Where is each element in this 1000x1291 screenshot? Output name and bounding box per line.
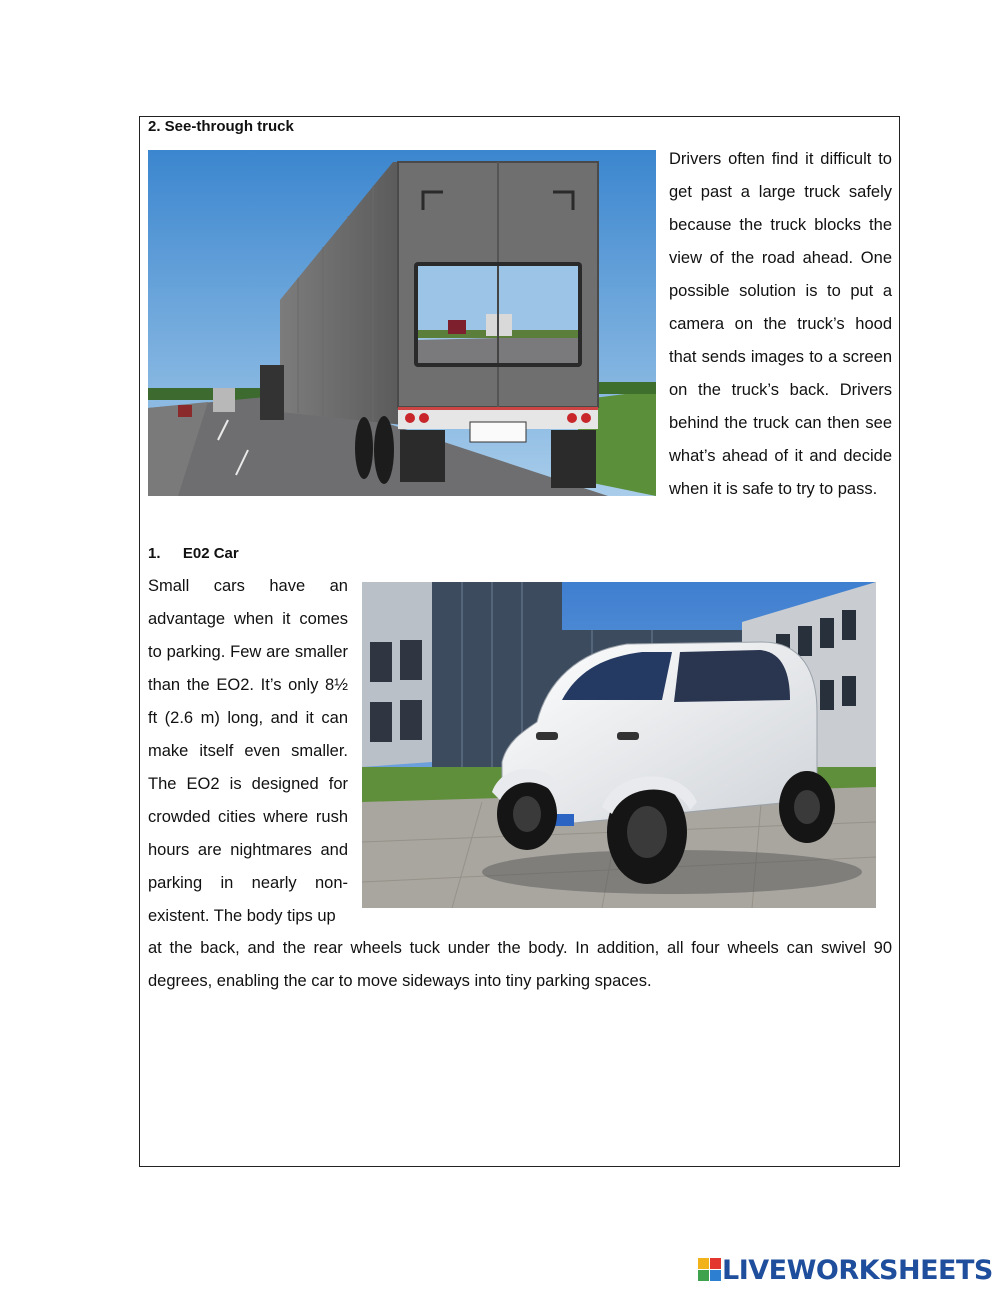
truck-description: Drivers often find it difficult to get past a large truck safely because the truck blocks the view of the road ahead. One possible solution is to put a camera on the truck’s hood that sends images to a screen on the truck’s back. Drivers behind the truck can then see what’s ahead of it and decide when it is safe to try to pass.: [669, 150, 892, 498]
liveworksheets-logo: [698, 1255, 993, 1285]
car-heading-text: E02 Car: [182, 545, 239, 562]
car-description-continued: at the back, and the rear wheels tuck under the body. In addition, all four wheels can swivel 90 degrees, enabling the car to move sideways into tiny parking spaces.: [148, 939, 892, 990]
car-photo: [362, 582, 876, 908]
truck-section-heading: 2. See-through truck: [148, 118, 294, 135]
liveworksheets-logo-icon: [698, 1258, 722, 1282]
car-section-heading: [148, 545, 239, 562]
logo-text: LIVEWORKSHEETS: [722, 1254, 993, 1286]
truck-photo: [148, 150, 656, 496]
car-description-wrapped: Small cars have an advantage when it comes to parking. Few are smaller than the EO2. It’s only 8½ ft (2.6 m) long, and it can make itself even smaller. The EO2 is designed for crowded cities where rush hours are nightmares and parking in nearly non-existent. The body tips up: [148, 577, 348, 925]
car-heading-number: 1.: [148, 545, 161, 562]
